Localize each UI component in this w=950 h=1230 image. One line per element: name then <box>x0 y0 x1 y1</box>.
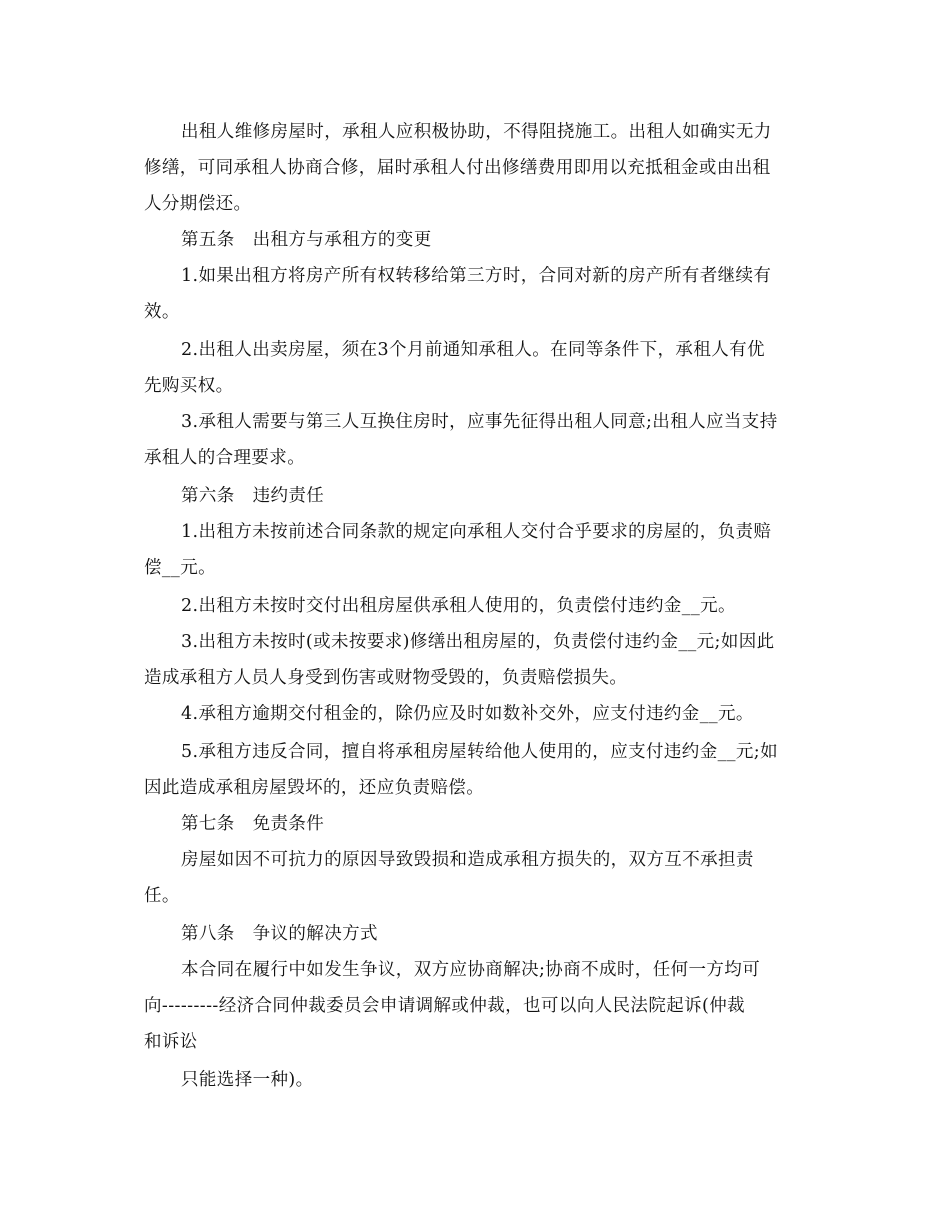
paragraph-line: 任。 <box>144 886 180 906</box>
article-heading: 第五条 出租方与承租方的变更 <box>181 230 432 250</box>
paragraph-line: 3.出租方未按时(或未按要求)修缮出租房屋的，负责偿付违约金__元;如因此 <box>181 632 775 652</box>
paragraph-line: 1.如果出租方将房产所有权转移给第三方时，合同对新的房产所有者继续有 <box>181 266 772 286</box>
paragraph-line: 修缮，可同承租人协商合修，届时承租人付出修缮费用即用以充抵租金或由出租 <box>144 158 771 178</box>
paragraph-line: 向---------经济合同仲裁委员会申请调解或仲裁，也可以向人民法院起诉(仲裁 <box>144 996 746 1016</box>
paragraph-line: 1.出租方未按前述合同条款的规定向承租人交付合乎要求的房屋的，负责赔 <box>181 522 772 542</box>
paragraph-line: 2.出租人出卖房屋，须在3个月前通知承租人。在同等条件下，承租人有优 <box>181 340 765 360</box>
paragraph-line: 造成承租方人员人身受到伤害或财物受毁的，负责赔偿损失。 <box>144 668 628 688</box>
article-heading: 第六条 违约责任 <box>181 486 325 506</box>
paragraph-line: 只能选择一种)。 <box>181 1070 314 1090</box>
article-heading: 第七条 免责条件 <box>181 814 325 834</box>
paragraph-line: 4.承租方逾期交付租金的，除仍应及时如数补交外，应支付违约金__元。 <box>181 704 754 724</box>
paragraph-line: 人分期偿还。 <box>144 194 252 214</box>
paragraph-line: 房屋如因不可抗力的原因导致毁损和造成承租方损失的，双方互不承担责 <box>181 850 754 870</box>
paragraph-line: 3.承租人需要与第三人互换住房时，应事先征得出租人同意;出租人应当支持 <box>181 412 778 432</box>
paragraph-line: 和诉讼 <box>144 1032 198 1052</box>
paragraph-line: 出租人维修房屋时，承租人应积极协助，不得阻挠施工。出租人如确实无力 <box>181 122 772 142</box>
paragraph-line: 先购买权。 <box>144 376 234 396</box>
article-heading: 第八条 争议的解决方式 <box>181 924 378 944</box>
paragraph-line: 效。 <box>144 302 180 322</box>
paragraph-line: 因此造成承租房屋毁坏的，还应负责赔偿。 <box>144 778 485 798</box>
paragraph-line: 本合同在履行中如发生争议，双方应协商解决;协商不成时，任何一方均可 <box>181 960 761 980</box>
paragraph-line: 偿__元。 <box>144 558 216 578</box>
paragraph-line: 承租人的合理要求。 <box>144 448 306 468</box>
paragraph-line: 5.承租方违反合同，擅自将承租房屋转给他人使用的，应支付违约金__元;如 <box>181 742 778 762</box>
paragraph-line: 2.出租方未按时交付出租房屋供承租人使用的，负责偿付违约金__元。 <box>181 596 736 616</box>
